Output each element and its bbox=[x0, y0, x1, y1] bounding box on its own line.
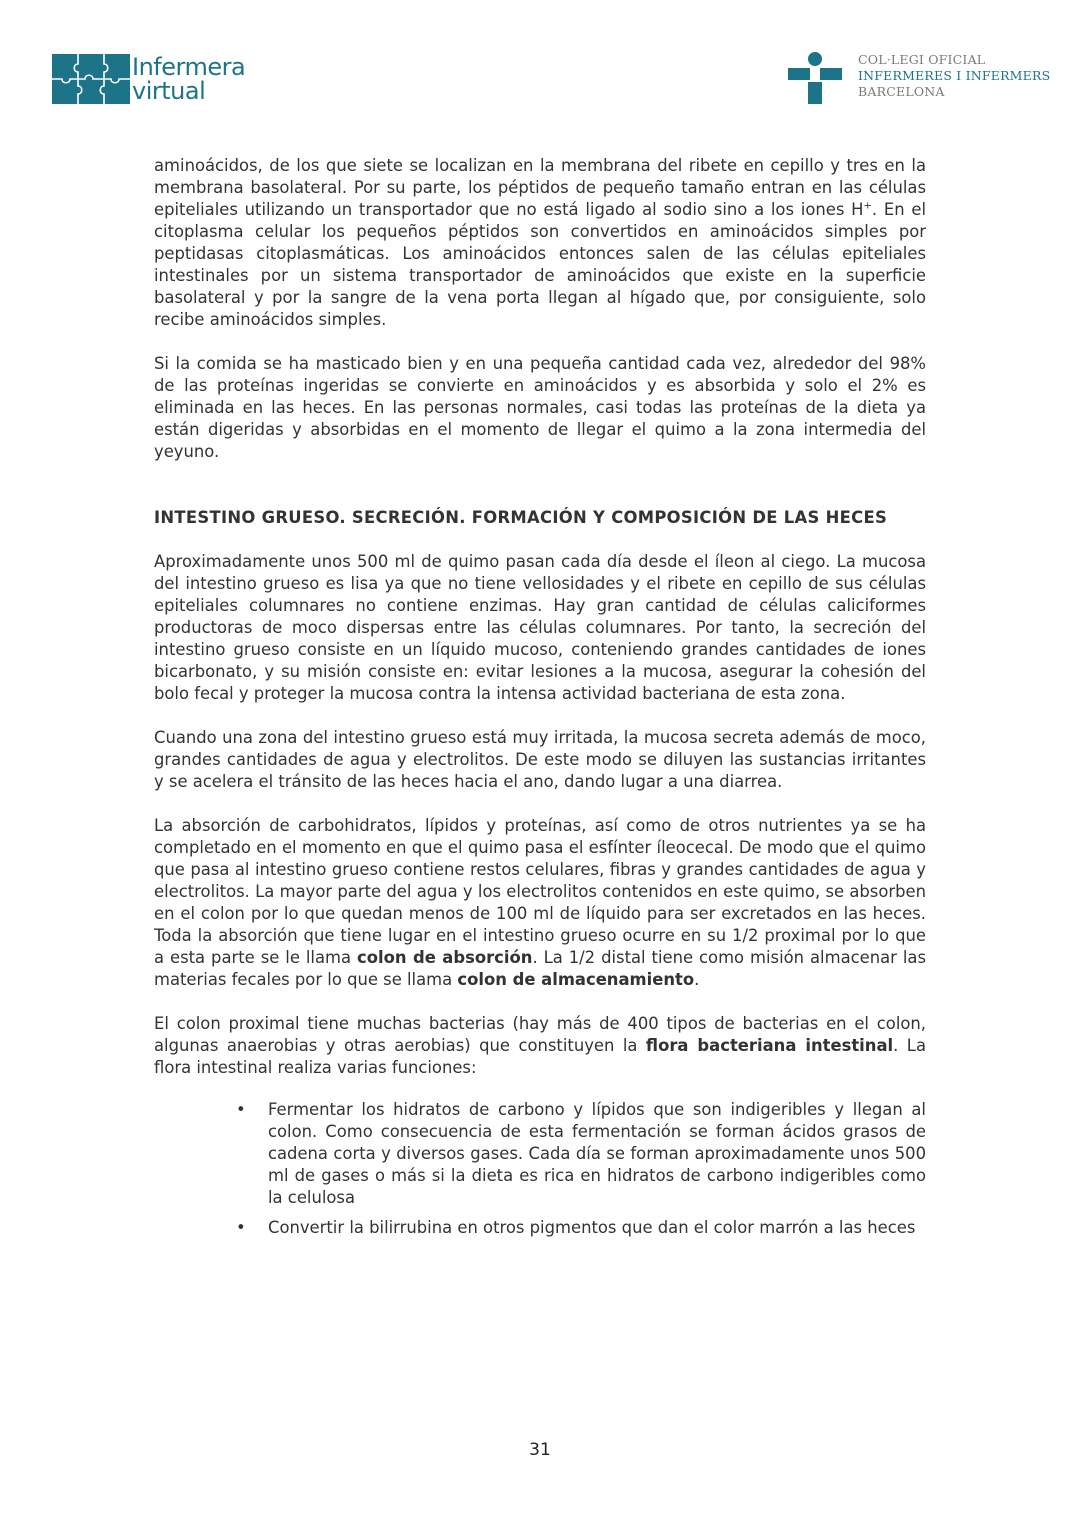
bold-term: flora bacteriana intestinal bbox=[645, 1036, 894, 1055]
superscript: + bbox=[863, 200, 872, 212]
text-run: El colon proximal tiene muchas bacterias (hay más de 400 tipos de bacterias en el colon, algunas anaerobias y otras aerobias) que constituyen la bbox=[154, 1014, 926, 1055]
section-heading: INTESTINO GRUESO. SECRECIÓN. FORMACIÓN Y COMPOSICIÓN DE LAS HECES bbox=[154, 508, 888, 527]
list-item-text: Fermentar los hidratos de carbono y lípidos que son indigeribles y llegan al colon. Como consecuencia de esta fermentación se forman ácidos grasos de cadena corta y diversos gases. Cada día se forman aproximadamente unos 500 ml de gases o más si la dieta es rica en hidratos de carbono indigeribles como la celulosa bbox=[268, 1100, 926, 1207]
infermera-virtual-wordmark bbox=[132, 55, 245, 103]
infermera-virtual-logo bbox=[52, 54, 245, 104]
text-run: aminoácidos, de los que siete se localizan en la membrana del ribete en cepillo y tres en la membrana basolateral. Por su parte, los péptidos de pequeño tamaño entran en las células epiteliales utilizando un transportador que no está ligado al sodio sino a los iones H bbox=[154, 156, 926, 219]
paragraph-secrecion: Aproximadamente unos 500 ml de quimo pasan cada día desde el íleon al ciego. La mucosa del intestino grueso es lisa ya que no tiene vellosidades y el ribete en cepillo de sus células epiteliales columnares no contiene enzimas. Hay gran cantidad de células caliciformes productoras de moco dispersas entre las células columnares. Por tanto, la secreción del intestino grueso consiste en un líquido mucoso, conteniendo grandes cantidades de iones bicarbonato, y su misión consiste en: evitar lesiones a la mucosa, asegurar la cohesión del bolo fecal y proteger la mucosa contra la intensa actividad bacteriana de esta zona. bbox=[154, 552, 926, 703]
bullet-icon: • bbox=[236, 1100, 246, 1119]
paragraph-flora bbox=[154, 1013, 926, 1079]
cross-person-icon bbox=[788, 52, 844, 104]
text-run: La absorción de carbohidratos, lípidos y proteínas, así como de otros nutrientes ya se ha completado en el momento en que el quimo pasa el esfínter íleocecal. De modo que el quimo que pasa al intestino grueso contiene restos celulares, fibras y grandes cantidades de agua y electrolitos. La mayor parte del agua y los electrolitos contenidos en este quimo, se absorben en el colon por lo que quedan menos de 100 ml de líquido para ser excretados en las heces. Toda la absorción que tiene lugar en el intestino grueso ocurre en su 1/2 proximal por lo que a esta parte se le llama bbox=[154, 816, 926, 967]
paragraph-diarrea: Cuando una zona del intestino grueso está muy irritada, la mucosa secreta además de moco, grandes cantidades de agua y electrolitos. De este modo se diluyen las sustancias irritantes y se acelera el tránsito de las heces hacia el ano, dando lugar a una diarrea. bbox=[154, 728, 926, 791]
text-run: . La 1/2 distal tiene como misión almacenar las materias fecales por lo que se llama bbox=[154, 948, 926, 989]
paragraph-absorcion bbox=[154, 815, 926, 991]
text-run: . bbox=[694, 970, 700, 989]
page-header bbox=[0, 0, 1080, 130]
coib-line-2: INFERMERES I INFERMERS bbox=[858, 68, 1051, 83]
page-number: 31 bbox=[529, 1440, 551, 1460]
paragraph-proteinas: Si la comida se ha masticado bien y en una pequeña cantidad cada vez, alrededor del 98% de las proteínas ingeridas se convierte en aminoácidos y es absorbida y solo el 2% es eliminada en las heces. En las personas normales, casi todas las proteínas de la dieta ya están digeridas y absorbidas en el momento de llegar el quimo a la zona intermedia del yeyuno. bbox=[154, 354, 926, 461]
puzzle-icon bbox=[52, 54, 130, 104]
paragraph-aminoacidos bbox=[154, 155, 926, 331]
bold-term: colon de almacenamiento bbox=[457, 970, 695, 989]
coib-line-3: BARCELONA bbox=[858, 84, 945, 99]
bold-term: colon de absorción bbox=[357, 948, 533, 967]
functions-list bbox=[154, 1099, 926, 1239]
bullet-icon: • bbox=[236, 1218, 246, 1237]
text-run: . En el citoplasma celular los pequeños péptidos son convertidos en aminoácidos simples por peptidasas citoplasmáticas. Los aminoácidos entonces salen de las células epiteliales intestinales por un sistema transportador de aminoácidos que existe en la superficie basolateral y por la sangre de la vena porta llegan al hígado que, por consiguiente, solo recibe aminoácidos simples. bbox=[154, 200, 926, 329]
list-item bbox=[236, 1217, 926, 1239]
list-item-text: Convertir la bilirrubina en otros pigmentos que dan el color marrón a las heces bbox=[268, 1218, 916, 1237]
coib-logo bbox=[788, 52, 1050, 104]
coib-wordmark bbox=[858, 52, 1050, 100]
logo-line-2: virtual bbox=[132, 77, 206, 105]
document-body bbox=[154, 155, 926, 1239]
logo-line-1: Infermera bbox=[132, 53, 246, 81]
list-item bbox=[236, 1099, 926, 1209]
text-run: . La flora intestinal realiza varias funciones: bbox=[154, 1036, 926, 1077]
coib-line-1: COL·LEGI OFICIAL bbox=[858, 52, 986, 67]
